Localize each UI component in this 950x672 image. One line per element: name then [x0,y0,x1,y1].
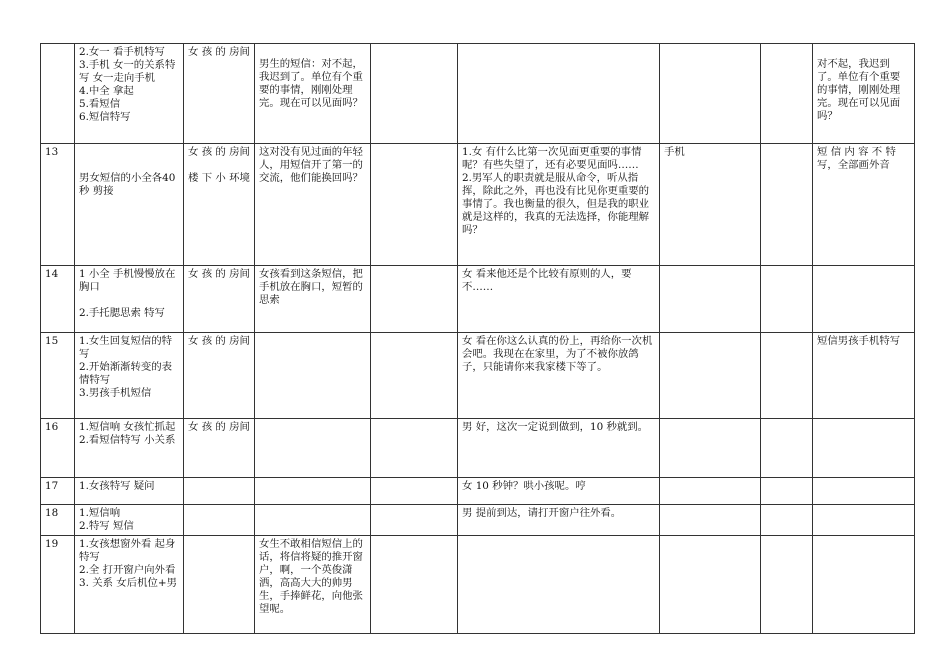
table-row [41,419,915,478]
shot-content: 女生不敢相信短信上的话，将信将疑的推开窗户，啊，一个英俊潇洒，高高大大的帅男生，手捧鲜花，向他张望呢。 [255,536,371,634]
shot-number: 18 [41,505,75,536]
shot-content [255,505,371,536]
shot-content [255,478,371,505]
shot-number: 13 [41,144,75,266]
shot-number: 17 [41,478,75,505]
scene-location: 女 孩 的 房间 [184,333,255,419]
dialogue-cell: 女 10 秒钟？哄小孩呢。哼 [458,478,660,505]
props-cell [660,266,761,333]
column-8-cell [761,419,813,478]
shot-number: 14 [41,266,75,333]
table-row [41,478,915,505]
shot-number: 15 [41,333,75,419]
table-row [41,266,915,333]
shot-description: 2.女一 看手机特写 3.手机 女一的关系特写 女一走向手机 4.中全 拿起 5.看短信 6.短信特写 [75,44,184,144]
column-8-cell [761,44,813,144]
dialogue-cell [458,44,660,144]
dialogue-cell: 男 好，这次一定说到做到，10 秒就到。 [458,419,660,478]
notes-cell [813,419,915,478]
column-5-cell [371,419,458,478]
column-5-cell [371,505,458,536]
shot-number: 19 [41,536,75,634]
props-cell [660,333,761,419]
notes-cell: 短信男孩手机特写 [813,333,915,419]
dialogue-cell: 男 提前到达，请打开窗户往外看。 [458,505,660,536]
column-5-cell [371,44,458,144]
scene-location: 女 孩 的 房间 [184,44,255,144]
dialogue-cell: 1.女 有什么比第一次见面更重要的事情呢？有些失望了，还有必要见面吗…… 2.男军人的职责就是服从命令，听从指挥，除此之外，再也没有比见你更重要的事情了。我也衡量的很久，但是我的职业就是这样的，我真的无法选择，你能理解吗？ [458,144,660,266]
props-cell [660,44,761,144]
scene-location: 女 孩 的 房间 楼 下 小 环境 [184,144,255,266]
shot-description: 1.女孩特写 疑问 [75,478,184,505]
shot-content: 这对没有见过面的年轻人，用短信开了第一的交流，他们能换回吗？ [255,144,371,266]
shot-content [255,419,371,478]
column-8-cell [761,536,813,634]
props-cell [660,478,761,505]
shot-description: 1.女生回复短信的特写 2.开始渐渐转变的表情特写 3.男孩手机短信 [75,333,184,419]
scene-location: 女 孩 的 房间 [184,419,255,478]
notes-cell [813,536,915,634]
table-row [41,144,915,266]
props-cell [660,505,761,536]
shot-script-table [40,43,915,634]
notes-cell: 短 信 内 容 不 特写，全部画外音 [813,144,915,266]
shot-content: 男生的短信：对不起，我迟到了。单位有个重要的事情，刚刚处理完。现在可以见面吗？ [255,44,371,144]
column-5-cell [371,144,458,266]
dialogue-cell: 女 看来他还是个比较有原则的人，要不…… [458,266,660,333]
shot-number [41,44,75,144]
notes-cell [813,505,915,536]
shot-description: 男女短信的小全各40秒 剪接 [75,144,184,266]
table-row [41,505,915,536]
scene-location [184,478,255,505]
props-cell: 手机 [660,144,761,266]
notes-cell [813,478,915,505]
shot-description: 1.短信响 女孩忙抓起 2.看短信特写 小关系 [75,419,184,478]
column-5-cell [371,266,458,333]
dialogue-cell [458,536,660,634]
shot-number: 16 [41,419,75,478]
shot-description: 1 小全 手机慢慢放在胸口 2.手托腮思索 特写 [75,266,184,333]
table-row [41,44,915,144]
notes-cell [813,266,915,333]
column-8-cell [761,333,813,419]
dialogue-cell: 女 看在你这么认真的份上，再给你一次机会吧。我现在在家里，为了不被你放鸽子，只能请你来我家楼下等了。 [458,333,660,419]
column-5-cell [371,333,458,419]
notes-cell: 对不起，我迟到了。单位有个重要的事情，刚刚处理完。现在可以见面吗？ [813,44,915,144]
column-8-cell [761,266,813,333]
shot-description: 1.女孩想窗外看 起身 特写 2.全 打开窗户向外看 3. 关系 女后机位+男 [75,536,184,634]
column-8-cell [761,144,813,266]
column-5-cell [371,536,458,634]
column-5-cell [371,478,458,505]
scene-location [184,536,255,634]
shot-description: 1.短信响 2.特写 短信 [75,505,184,536]
props-cell [660,419,761,478]
column-8-cell [761,505,813,536]
table-row [41,536,915,634]
shot-content [255,333,371,419]
shot-content: 女孩看到这条短信，把手机放在胸口，短暂的思索 [255,266,371,333]
table-row [41,333,915,419]
column-8-cell [761,478,813,505]
props-cell [660,536,761,634]
scene-location: 女 孩 的 房间 [184,266,255,333]
scene-location [184,505,255,536]
